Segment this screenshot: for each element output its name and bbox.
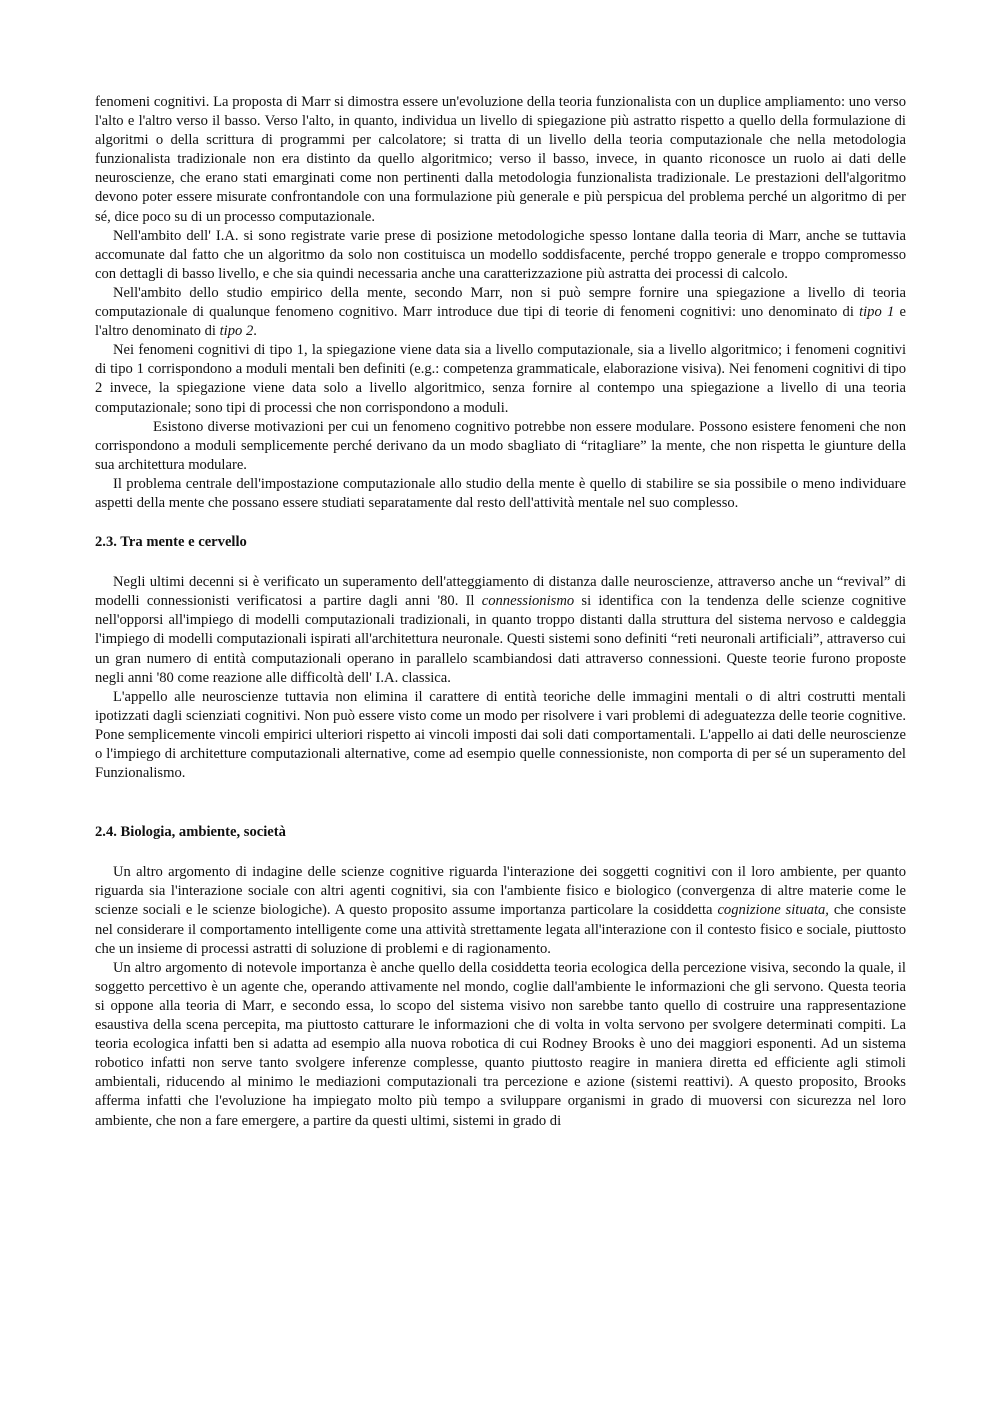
document-page [95, 93, 906, 1131]
paragraph-marr-types: Nell'ambito dello studio empirico della mente, secondo Marr, non si può sempre fornire una spiegazione a livello di teoria computazionale di qualunque fenomeno cognitivo. Marr introduce due tipi di teorie di fenomeni cognitivi: uno denominato di tipo 1 e l'altro denominato di tipo 2. [95, 284, 906, 340]
paragraph-marr-proposal: fenomeni cognitivi. La proposta di Marr si dimostra essere un'evoluzione della teoria funzionalista con un duplice ampliamento: uno verso l'alto e l'altro verso il basso. Verso l'alto, in quanto, individua un livello di spiegazione più astratto rispetto a quello della formulazione di algoritmi o della scrittura di programmi per calcolatore; si tratta di un livello della teoria computazionale che nella metodologia funzionalista tradizionale non era distinto da quello algoritmico; verso il basso, invece, in quanto riconosce un ruolo ai dati delle neuroscienze, che erano stati emarginati come non pertinenti dalla metodologia funzionalista tradizionale. Le prestazioni dell'algoritmo devono poter essere misurate confrontandole con una formulazione più generale e più perspicua del problema perché un algoritmo di per sé, dice poco su di un processo computazionale. [95, 94, 906, 225]
section-heading-2-3: 2.3. Tra mente e cervello [95, 534, 247, 551]
paragraph-situated-cognition: Un altro argomento di indagine delle scienze cognitive riguarda l'interazione dei soggetti cognitivi con il loro ambiente, per quanto riguarda sia l'interazione sociale con altri agenti cognitivi, sia con l'ambiente fisico e biologico (convergenza di altre materie come le scienze sociali e le scienze biologiche). A questo proposito assume importanza particolare la cosiddetta cognizione situata, che consiste nel considerare il comportamento intelligente come una attività strettamente legata all'interazione con il contesto fisico e sociale, piuttosto che un insieme di processi astratti di soluzione di problemi e di ragionamento. [95, 864, 907, 957]
term-cognizione-situata: cognizione situata, [717, 902, 829, 919]
term-tipo-2: tipo 2 [219, 323, 254, 340]
term-tipo-1: tipo 1 [859, 304, 895, 321]
paragraph-type-1-phenomena: Nei fenomeni cognitivi di tipo 1, la spiegazione viene data sia a livello computazionale, sia a livello algoritmico; i fenomeni cognitivi di tipo 1 corrispondono a moduli mentali ben definiti (e.g.: competenza grammaticale, elaborazione visiva). Nei fenomeni cognitivi di tipo 2 invece, la spiegazione viene data solo a livello algoritmico, senza fornire al contempo una spiegazione a livello di una teoria computazionale; sono tipi di processi che non corrispondono a moduli. [95, 342, 906, 416]
paragraph-ia-methodology: Nell'ambito dell' I.A. si sono registrate varie prese di posizione metodologiche spesso lontane dalla teoria di Marr, anche se tuttavia accomunate dal fatto che un algoritmo da solo non costituisca un modello soddisfacente, perché troppo generale e troppo compromesso con dettagli di basso livello, e che sia quindi necessaria anche una caratterizzazione più astratta dei processi di calcolo. [95, 227, 906, 282]
paragraph-connectionism: Negli ultimi decenni si è verificato un superamento dell'atteggiamento di distanza dalle neuroscienze, attraverso anche un “revival” di modelli connessionisti verificatosi a partire dagli anni '80. Il connessionismo si identifica con la tendenza delle scienze cognitive nell'opporsi all'impiego di modelli computazionali tradizionali, in quanto troppo distanti dalla struttura del sistema nervoso e caldeggia l'impiego di modelli computazionali ispirati all'architettura neuronale. Questi sistemi sono definiti “reti neuronali artificiali”, attraverso cui un gran numero di entità computazionali operano in parallelo scambiandosi dati attraverso connessioni. Queste teorie furono proposte negli anni '80 come reazione alle difficoltà dell' I.A. classica. [95, 574, 906, 686]
paragraph-neuroscience-appeal: L'appello alle neuroscienze tuttavia non elimina il carattere di entità teoriche delle immagini mentali o di altri costrutti mentali ipotizzati dagli scienziati cognitivi. Non può essere visto come un modo per risolvere i vari problemi di adeguatezza delle teorie cognitive. Pone semplicemente vincoli empirici ulteriori rispetto ai vincoli imposti dai soli dati comportamentali. L'appello ai dati delle neuroscienze o l'impiego di architetture computazionali alternative, come ad esempio quelle connessioniste, non comporta di per sé un superamento del Funzionalismo. [95, 688, 906, 782]
section-heading-2-4: 2.4. Biologia, ambiente, società [95, 824, 286, 841]
paragraph-ecological-theory: Un altro argomento di notevole importanza è anche quello della cosiddetta teoria ecologica della percezione visiva, secondo la quale, il soggetto percettivo è un agente che, operando attivamente nel mondo, coglie dall'ambiente le informazioni che gli servono. Questa teoria si oppone alla teoria di Marr, e secondo essa, lo scopo del sistema visivo non sarebbe tanto quello di costruire una rappresentazione esaustiva della scena percepita, ma piuttosto catturare le informazioni che di volta in volta servono per svolgere determinati compiti. La teoria ecologica infatti ben si adatta ad esempio alla nuova robotica di cui Rodney Brooks è uno dei maggiori esponenti. Ad un sistema robotico infatti non serve tanto svolgere inferenze complesse, quanto piuttosto reagire in maniera diretta ed efficiente agli stimoli ambientali, riducendo al minimo le mediazioni computazionali tra percezione e azione (sistemi reattivi). A questo proposito, Brooks afferma infatti che l'evoluzione ha impiegato molto più tempo a sviluppare organismi in grado di muoversi con sicurezza nel loro ambiente, che non a fare emergere, a partire da questi ultimi, sistemi in grado di [95, 959, 906, 1129]
term-connessionismo: connessionismo [481, 593, 575, 610]
paragraph-modularity-motivations: Esistono diverse motivazioni per cui un fenomeno cognitivo potrebbe non essere modulare. Possono esistere fenomeni che non corrispondono a moduli semplicemente perché derivano da un modo sbagliato di “ritagliare” la mente, che non rispetta le giunture della sua architettura modulare. [95, 418, 906, 473]
paragraph-central-problem: Il problema centrale dell'impostazione computazionale allo studio della mente è quello di stabilire se sia possibile o meno individuare aspetti della mente che possano essere studiati separatamente dal resto dell'attività mentale nel suo complesso. [95, 475, 906, 511]
